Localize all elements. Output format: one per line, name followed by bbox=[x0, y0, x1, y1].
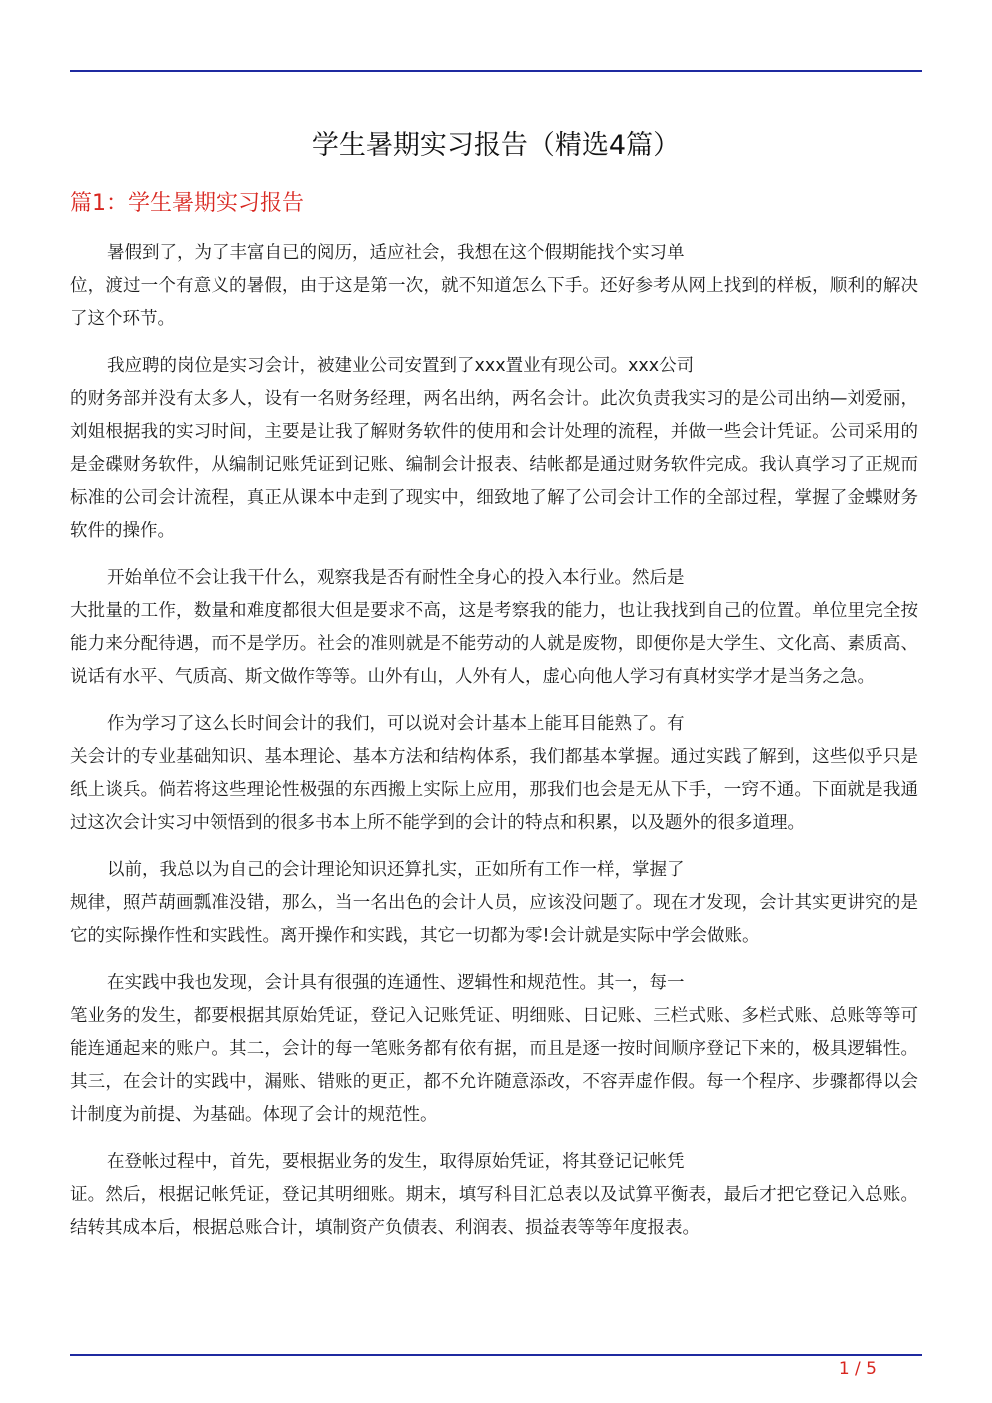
paragraph-text: 位，渡过一个有意义的暑假，由于这是第一次，就不知道怎么下手。还好参考从网上找到的样板，顺利的解决了这个环节。 bbox=[70, 276, 918, 329]
header-rule bbox=[70, 70, 922, 72]
paragraph-1 bbox=[70, 237, 918, 336]
paragraph-text: 关会计的专业基础知识、基本理论、基本方法和结构体系，我们都基本掌握。通过实践了解到，这些似乎只是纸上谈兵。倘若将这些理论性极强的东西搬上实际上应用，那我们也会是无从下手，一窍不通。下面就是我通过这次会计实习中领悟到的很多书本上所不能学到的会计的特点和积累，以及题外的很多道理。 bbox=[70, 747, 918, 833]
section-heading: 篇1：学生暑期实习报告 bbox=[70, 191, 304, 216]
document-title: 学生暑期实习报告（精选4篇） bbox=[311, 130, 681, 161]
paragraph-first-line: 暑假到了，为了丰富自已的阅历，适应社会，我想在这个假期能找个实习单 bbox=[107, 243, 685, 263]
paragraph-first-line: 作为学习了这么长时间会计的我们，可以说对会计基本上能耳目能熟了。有 bbox=[107, 714, 685, 734]
paragraph-first-line: 在实践中我也发现，会计具有很强的连通性、逻辑性和规范性。其一，每一 bbox=[107, 973, 685, 993]
paragraph-5 bbox=[70, 854, 918, 953]
paragraph-4 bbox=[70, 708, 918, 840]
paragraph-first-line: 在登帐过程中，首先，要根据业务的发生，取得原始凭证，将其登记记帐凭 bbox=[107, 1152, 685, 1172]
footer-rule bbox=[70, 1354, 922, 1356]
paragraph-text: 笔业务的发生，都要根据其原始凭证，登记入记账凭证、明细账、日记账、三栏式账、多栏式账、总账等等可能连通起来的账户。其二，会计的每一笔账务都有依有据，而且是逐一按时间顺序登记下来的，极具逻辑性。其三，在会计的实践中，漏账、错账的更正，都不允许随意添改，不容弄虚作假。每一个程序、步骤都得以会计制度为前提、为基础。体现了会计的规范性。 bbox=[70, 1006, 918, 1125]
paragraph-text: 大批量的工作，数量和难度都很大但是要求不高，这是考察我的能力，也让我找到自己的位置。单位里完全按能力来分配待遇，而不是学历。社会的准则就是不能劳动的人就是废物，即便你是大学生、文化高、素质高、说话有水平、气质高、斯文做作等等。山外有山，人外有人，虚心向他人学习有真材实学才是当务之急。 bbox=[70, 601, 918, 687]
paragraph-6 bbox=[70, 967, 918, 1132]
paragraph-first-line: 我应聘的岗位是实习会计，被建业公司安置到了xxx置业有现公司。xxx公司 bbox=[107, 356, 695, 376]
paragraph-text: 证。然后，根据记帐凭证，登记其明细账。期末，填写科目汇总表以及试算平衡表，最后才把它登记入总账。结转其成本后，根据总账合计，填制资产负债表、利润表、损益表等等年度报表。 bbox=[70, 1185, 918, 1238]
paragraph-text: 的财务部并没有太多人，设有一名财务经理，两名出纳，两名会计。此次负责我实习的是公司出纳—刘爱丽，刘姐根据我的实习时间，主要是让我了解财务软件的使用和会计处理的流程，并做一些会计凭证。公司采用的是金碟财务软件，从编制记账凭证到记账、编制会计报表、结帐都是通过财务软件完成。我认真学习了正规而标准的公司会计流程，真正从课本中走到了现实中，细致地了解了公司会计工作的全部过程，掌握了金蝶财务软件的操作。 bbox=[70, 389, 918, 541]
paragraph-2 bbox=[70, 350, 918, 548]
paragraph-text: 规律，照芦葫画瓢准没错，那么，当一名出色的会计人员，应该没问题了。现在才发现，会计其实更讲究的是它的实际操作性和实践性。离开操作和实践，其它一切都为零!会计就是实际中学会做账。 bbox=[70, 893, 918, 946]
paragraph-7 bbox=[70, 1146, 918, 1245]
document-body bbox=[70, 237, 918, 1259]
paragraph-first-line: 以前，我总以为自己的会计理论知识还算扎实，正如所有工作一样，掌握了 bbox=[107, 860, 685, 880]
page-number: 1 / 5 bbox=[838, 1359, 877, 1379]
paragraph-3 bbox=[70, 562, 918, 694]
paragraph-first-line: 开始单位不会让我干什么，观察我是否有耐性全身心的投入本行业。然后是 bbox=[107, 568, 685, 588]
